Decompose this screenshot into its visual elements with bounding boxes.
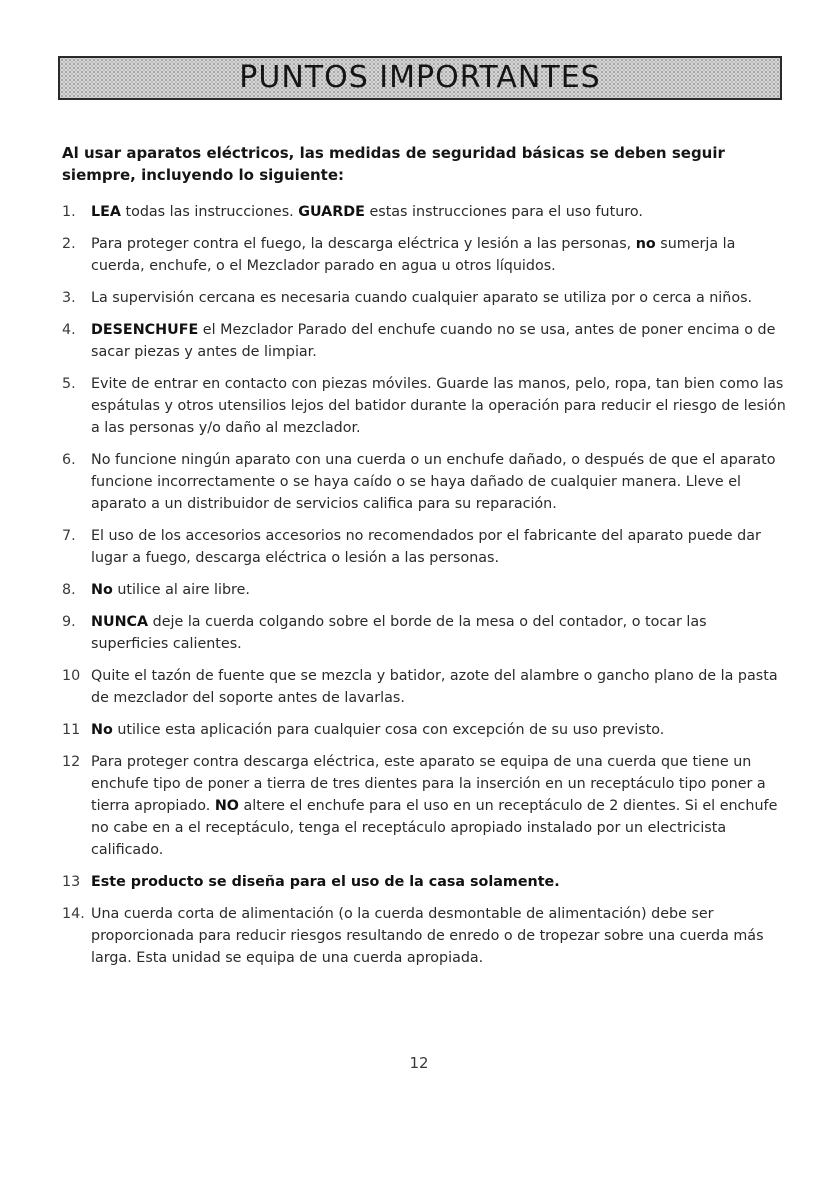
item-text: Este producto se diseña para el uso de la casa solamente. xyxy=(91,874,560,890)
item-number: 9. xyxy=(62,614,76,630)
list-item xyxy=(62,611,786,655)
item-text: La supervisión cercana es necesaria cuando cualquier aparato se utiliza por o cerca a niños. xyxy=(91,290,753,306)
list-item xyxy=(62,525,786,569)
page-number: 12 xyxy=(409,1054,429,1072)
keyword: No xyxy=(91,582,113,598)
item-text: Una cuerda corta de alimentación (o la cuerda desmontable de alimentación) debe ser proporcionada para reducir riesgos resultando de enredo o de tropezar sobre una cuerda más larga. Esta unidad se equipa de una cuerda apropiada. xyxy=(91,906,764,966)
item-text: Quite el tazón de fuente que se mezcla y batidor, azote del alambre o gancho plano de la pasta de mezclador del soporte antes de lavarlas. xyxy=(91,668,778,706)
list-item xyxy=(62,719,786,741)
keyword: No xyxy=(91,722,113,738)
item-number: 2. xyxy=(62,236,76,252)
item-text: sumerja la cuerda, enchufe, o el Mezclador parado en agua u otros líquidos. xyxy=(91,236,736,274)
item-text: estas instrucciones para el uso futuro. xyxy=(364,204,643,220)
item-text: todas las instrucciones. xyxy=(120,204,299,220)
keyword: GUARDE xyxy=(298,204,365,220)
item-text: Evite de entrar en contacto con piezas móviles. Guarde las manos, pelo, ropa, tan bien como las espátulas y otros utensilios lejos del batidor durante la operación para reducir el riesgo de lesión a las personas y/o daño al mezclador. xyxy=(91,376,786,436)
list-item xyxy=(62,751,786,861)
list-item xyxy=(62,449,786,515)
item-text: utilice esta aplicación para cualquier cosa con excepción de su uso previsto. xyxy=(112,722,665,738)
list-item xyxy=(62,665,786,709)
item-text: Para proteger contra descarga eléctrica, este aparato se equipa de una cuerda que tiene un enchufe tipo de poner a tierra de tres dientes para la inserción en un receptáculo tipo poner a tierra apropiado. xyxy=(91,754,766,814)
item-number: 14. xyxy=(62,906,85,922)
item-number: 1. xyxy=(62,204,76,220)
title-banner xyxy=(58,56,782,100)
item-text: deje la cuerda colgando sobre el borde de la mesa o del contador, o tocar las superficies calientes. xyxy=(91,614,707,652)
safety-instructions-list xyxy=(62,201,786,979)
keyword: no xyxy=(635,236,656,252)
keyword: DESENCHUFE xyxy=(91,322,199,338)
list-item xyxy=(62,233,786,277)
item-text: altere el enchufe para el uso en un receptáculo de 2 dientes. Si el enchufe no cabe en a el receptáculo, tenga el receptáculo apropiado instalado por un electricista calificado. xyxy=(91,798,778,858)
list-item xyxy=(62,373,786,439)
list-item xyxy=(62,871,786,893)
item-number: 12 xyxy=(62,754,81,770)
item-number: 10 xyxy=(62,668,81,684)
item-text: Para proteger contra el fuego, la descarga eléctrica y lesión a las personas, xyxy=(91,236,636,252)
intro-text: Al usar aparatos eléctricos, las medidas de seguridad básicas se deben seguir siempre, incluyendo lo siguiente: xyxy=(62,144,725,184)
item-number: 4. xyxy=(62,322,76,338)
list-item xyxy=(62,319,786,363)
list-item xyxy=(62,903,786,969)
item-text: No funcione ningún aparato con una cuerda o un enchufe dañado, o después de que el aparato funcione incorrectamente o se haya caído o se haya dañado de cualquier manera. Lleve el aparato a un distribuidor de servicios califica para su reparación. xyxy=(91,452,776,512)
item-number: 8. xyxy=(62,582,76,598)
keyword: NO xyxy=(214,798,239,814)
item-text: utilice al aire libre. xyxy=(112,582,250,598)
page-title: PUNTOS IMPORTANTES xyxy=(239,60,601,95)
list-item xyxy=(62,287,786,309)
item-number: 5. xyxy=(62,376,76,392)
list-item xyxy=(62,201,786,223)
keyword: NUNCA xyxy=(91,614,149,630)
keyword: LEA xyxy=(91,204,121,220)
item-text: el Mezclador Parado del enchufe cuando no se usa, antes de poner encima o de sacar piezas y antes de limpiar. xyxy=(91,322,776,360)
item-number: 3. xyxy=(62,290,76,306)
item-number: 7. xyxy=(62,528,76,544)
item-number: 6. xyxy=(62,452,76,468)
item-number: 13 xyxy=(62,874,81,890)
item-number: 11 xyxy=(62,722,81,738)
list-item xyxy=(62,579,786,601)
item-text: El uso de los accesorios accesorios no recomendados por el fabricante del aparato puede dar lugar a fuego, descarga eléctrica o lesión a las personas. xyxy=(91,528,761,566)
